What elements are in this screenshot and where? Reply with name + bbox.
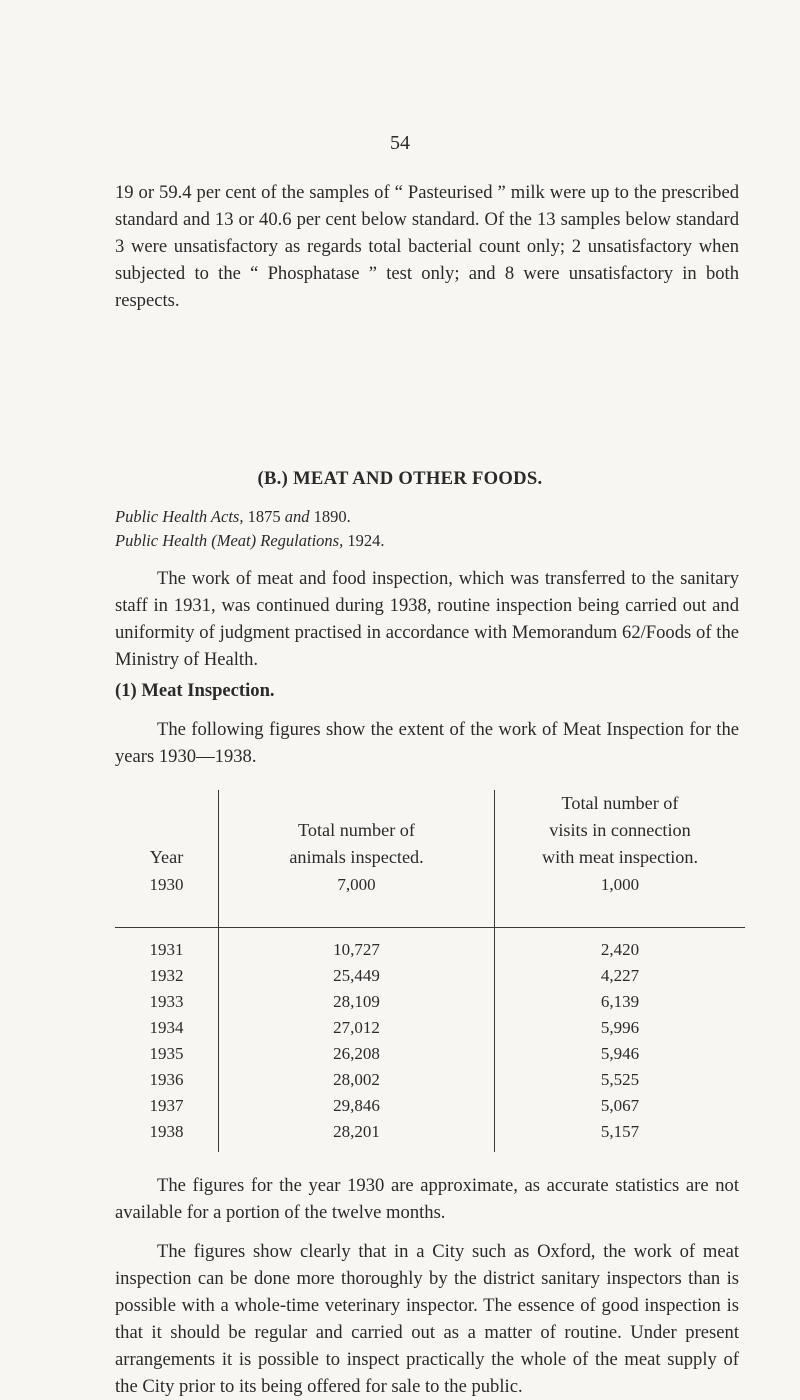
header-visits-line: visits in connection xyxy=(549,820,691,840)
intro-paragraph: 19 or 59.4 per cent of the samples of “ Pasteurised ” milk were up to the prescribed standard and 13 or 40.6 per cent below standard. Of the 13 samples below standard 3 were unsatisfactory as regards total bacterial count only; 2 unsatisfactory when subjected to the “ Phosphatase ” test only; and 8 were unsatisfactory in both respects. xyxy=(115,182,739,311)
header-animals-line: Total number of xyxy=(298,820,415,840)
table-row xyxy=(115,1041,745,1067)
act-year: 1875 xyxy=(247,507,281,526)
cell-visits: 2,420 xyxy=(600,940,640,959)
table-row xyxy=(115,1067,745,1093)
cell-visits: 6,139 xyxy=(600,992,640,1011)
cell-visits: 5,157 xyxy=(600,1122,640,1141)
cell-animals: 7,000 xyxy=(337,875,376,894)
act-citation xyxy=(115,505,351,529)
act-year: 1890. xyxy=(313,507,351,526)
cell-animals: 28,201 xyxy=(333,1122,380,1141)
act-year: 1924. xyxy=(347,531,385,550)
header-visits-line: Total number of xyxy=(561,793,679,813)
table-row xyxy=(115,1093,745,1119)
act-connector: and xyxy=(284,507,310,526)
cell-animals: 27,012 xyxy=(333,1018,380,1037)
subsection-heading: (1) Meat Inspection. xyxy=(115,680,275,701)
cell-year: 1931 xyxy=(149,940,184,959)
cell-visits: 5,946 xyxy=(600,1044,640,1063)
table-row xyxy=(115,1015,745,1041)
cell-year: 1935 xyxy=(149,1044,184,1063)
cell-animals: 26,208 xyxy=(333,1044,380,1063)
header-animals-line: animals inspected. xyxy=(289,847,424,867)
cell-year: 1936 xyxy=(149,1070,184,1089)
cell-year: 1934 xyxy=(149,1018,184,1037)
cell-year: 1933 xyxy=(149,992,184,1011)
table-row-header-block xyxy=(115,872,745,898)
cell-year: 1937 xyxy=(149,1096,184,1115)
table-row xyxy=(115,989,745,1015)
note-paragraph: The figures for the year 1930 are approximate, as accurate statistics are not available for a portion of the twelve months. xyxy=(115,1175,739,1223)
header-rule xyxy=(115,927,745,928)
section-heading: (B.) MEAT AND OTHER FOODS. xyxy=(257,468,543,489)
meat-inspection-table xyxy=(115,790,745,1158)
act-title: Public Health Acts, xyxy=(115,507,244,526)
header-year: Year xyxy=(149,847,184,867)
cell-visits: 5,525 xyxy=(600,1070,640,1089)
work-paragraph: The work of meat and food inspection, which was transferred to the sanitary staff in 1931, was continued during 1938, routine inspection being carried out and uniformity of judgment practised in accordance with Memorandum 62/Foods of the Ministry of Health. xyxy=(115,568,739,670)
act-citation xyxy=(115,529,384,553)
cell-year: 1930 xyxy=(149,875,184,894)
closing-paragraph: The figures show clearly that in a City such as Oxford, the work of meat inspection can be done more thoroughly by the district sanitary inspectors than is possible with a whole-time veterinary inspector. The essence of good inspection is that it should be regular and carried out as a matter of routine. Under present arrangements it is possible to inspect practically the whole of the meat supply of the City prior to its being offered for sale to the public. xyxy=(115,1241,739,1397)
cell-visits: 1,000 xyxy=(600,875,640,894)
cell-animals: 28,002 xyxy=(333,1070,380,1089)
page-number: 54 xyxy=(390,132,410,154)
cell-animals: 29,846 xyxy=(333,1096,380,1115)
cell-animals: 25,449 xyxy=(333,966,380,985)
header-visits-line: with meat inspection. xyxy=(541,847,699,867)
header-visits xyxy=(495,790,745,871)
table-row xyxy=(115,1119,745,1145)
cell-visits: 5,996 xyxy=(600,1018,640,1037)
table-row xyxy=(115,937,745,963)
act-title: Public Health (Meat) Regulations, xyxy=(115,531,344,550)
cell-visits: 5,067 xyxy=(600,1096,640,1115)
cell-animals: 28,109 xyxy=(333,992,380,1011)
cell-year: 1938 xyxy=(149,1122,184,1141)
cell-year: 1932 xyxy=(149,966,184,985)
header-animals xyxy=(219,817,494,871)
table-intro-paragraph: The following figures show the extent of the work of Meat Inspection for the years 1930—1938. xyxy=(115,719,739,767)
cell-animals: 10,727 xyxy=(333,940,380,959)
cell-visits: 4,227 xyxy=(600,966,640,985)
table-row xyxy=(115,963,745,989)
